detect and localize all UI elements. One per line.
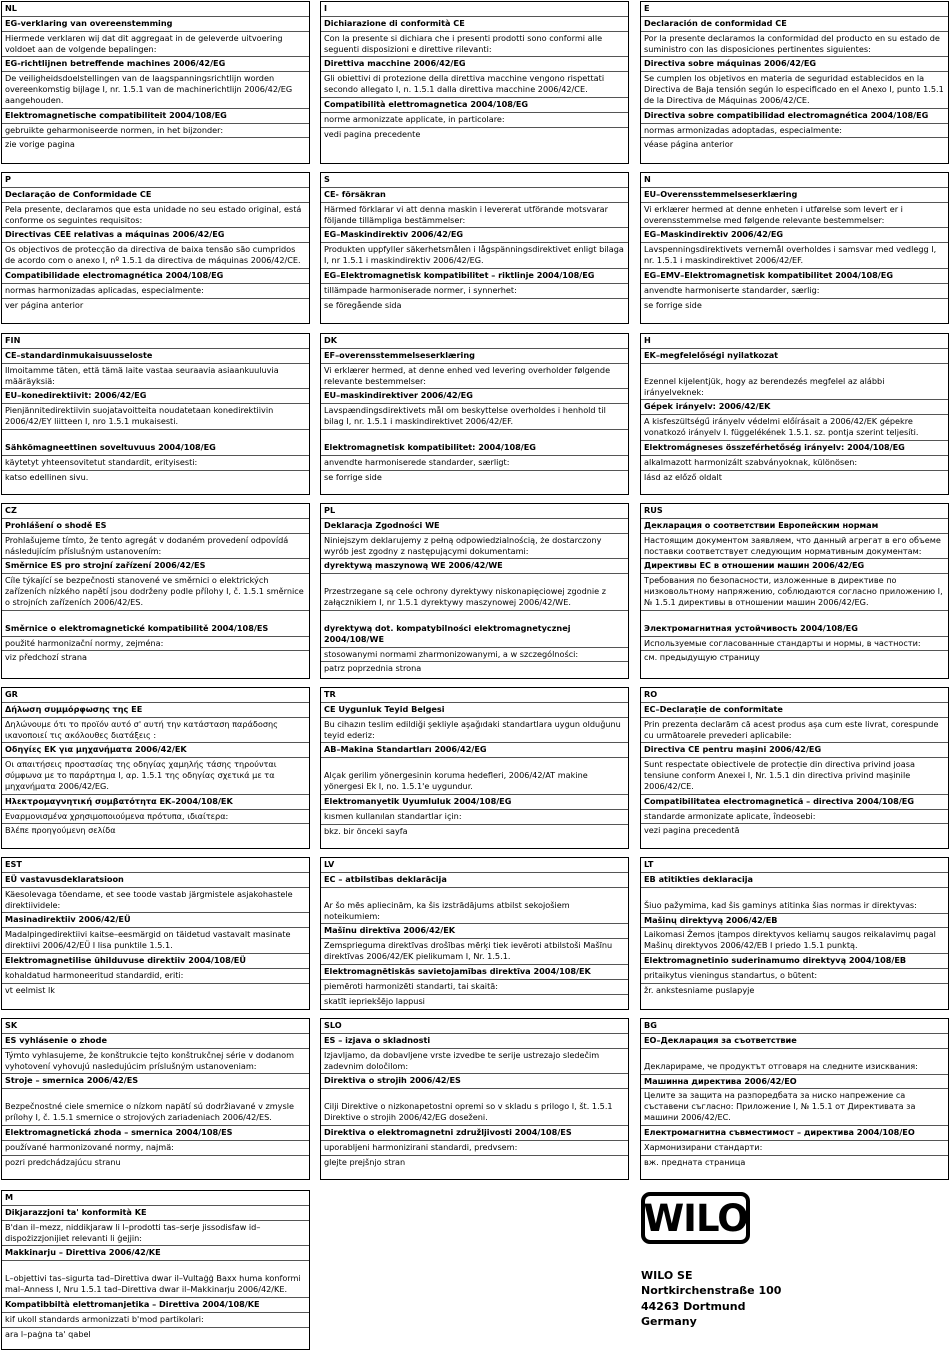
declaration-title: Declaración de conformidad CE [641,17,948,32]
declaration-line: Целите за защита на разпоредбата за ниско напрежение са съставени съгласно: Приложение I, № 1.5.1 от Директивата за машини 2006/42/ЕС. [641,1089,948,1126]
declaration-line: Laikomasi Žemos įtampos direktyvos keliamų saugos reikalavimų pagal Mašinų direktyvos 2006/42/EB I priedo 1.5.1 punktą. [641,928,948,954]
declaration-line: Direktiva o strojih 2006/42/ES [321,1074,628,1089]
declaration-line: Elektromagnetická zhoda – smernica 2004/108/ES [2,1126,309,1141]
declaration-line: Kompatibbiltà elettromanjetika – Direttiva 2004/108/KE [2,1298,309,1313]
declaration-line: se forrige side [324,471,382,482]
declaration-line: Gépek irányelv: 2006/42/EK [641,400,948,415]
declaration-line: pozri predchádzajúcu stranu [5,1156,121,1167]
declaration-title: Декларация о соответствии Европейским нормам [641,519,948,534]
declaration-line: Ηλεκτρομαγνητική συμβατότητα ΕΚ–2004/108/ΕΚ [2,795,309,810]
declaration-title: Deklaracja Zgodności WE [321,519,628,534]
declaration-line: Makkinarju – Direttiva 2006/42/KE [2,1246,309,1261]
declaration-line: Используемые согласованные стандарты и нормы, в частности: [641,637,948,652]
declaration-block-fin [1,333,310,495]
declaration-block-h [640,333,949,495]
declaration-line: Sähkömagneettinen soveltuvuus 2004/108/EG [2,430,309,456]
declaration-line: dyrektywą maszynową WE 2006/42/WE [321,559,628,574]
declaration-line: Mašinų direktyvą 2006/42/EB [641,914,948,929]
language-code: DK [321,334,628,349]
declaration-title: Δήλωση συμμόρφωσης της ΕΕ [2,703,309,718]
declaration-line: A kisfeszültségű irányelv védelmi előírásait a 2006/42/EK gépekre vonatkozó irányelv I. függelékének 1.5.1. sz. pontja szerint teljesíti. [641,415,948,441]
declaration-title: EC – atbilstības deklarācija [321,873,628,888]
declaration-line: Compatibilità elettromagnetica 2004/108/EG [321,98,628,113]
language-code: N [641,173,948,188]
declaration-line: Elektromágneses összeférhetőség irányelv: 2004/108/EG [641,441,948,456]
declaration-line: Βλέπε προηγούμενη σελίδα [5,825,116,836]
language-code: NL [2,2,309,17]
declaration-line: normas armonizadas adoptadas, especialmente: [641,124,948,139]
declaration-line: véase página anterior [644,139,734,150]
declaration-line: Декларираме, че продуктът отговаря на следните изисквания: [641,1049,948,1075]
declaration-block-nl [1,1,310,164]
declaration-line: Elektromanyetik Uyumluluk 2004/108/EG [321,795,628,810]
declaration-line: Ilmoitamme täten, että tämä laite vastaa seuraavia asiaankuuluvia määräyksiä: [2,364,309,390]
declaration-line: Prin prezenta declarăm că acest produs așa cum este livrat, corespunde cu următoarele prevederi aplicabile: [641,718,948,744]
declaration-title: Dichiarazione di conformità CE [321,17,628,32]
declaration-line: Ar šo mēs apliecinām, ka šis izstrādājums atbilst sekojošiem noteikumiem: [321,888,628,925]
declaration-line: käytetyt yhteensovitetut standardit, erityisesti: [2,456,309,471]
declaration-line: skatīt iepriekšējo lappusi [324,995,425,1006]
declaration-line: žr. ankstesniame puslapyje [644,984,755,995]
declaration-line: vezi pagina precedentă [644,825,740,836]
declaration-line: Требования по безопасности, изложенные в директиве по низковольтному напряжению, соблюдаются согласно приложению I, № 1.5.1 директивы в отношении машин 2006/42/EG. [641,574,948,611]
declaration-line: Directiva sobre compatibilidad electromagnética 2004/108/EG [641,109,948,124]
declaration-block-slo [320,1018,629,1180]
declaration-line: вж. предната страница [644,1156,746,1167]
declaration-line: Compatibilidade electromagnética 2004/108/EG [2,269,309,284]
declaration-title: CE- försäkran [321,188,628,203]
declaration-line: Zemsprieguma direktīvas drošības mērķi tiek ievēroti atbilstoši Mašīnu direktīvas 2006/42/EK pielikumam I, Nr. 1.5.1. [321,939,628,965]
logo-text: WILO [643,1196,748,1240]
declaration-block-lv [320,857,629,1010]
declaration-line: anvendte harmoniserede standarder, særligt: [321,456,628,471]
declaration-title: Prohlášení o shodě ES [2,519,309,534]
declaration-line: standarde armonizate aplicate, îndeosebi: [641,810,948,825]
declaration-line: см. предыдущую страницу [644,652,760,663]
declaration-line: Týmto vyhlasujeme, že konštrukcie tejto konštrukčnej série v dodanom vyhotovení vyhovujú nasledujúcim príslušným ustanoveniam: [2,1049,309,1075]
declaration-line: Gli obiettivi di protezione della direttiva macchine vengono rispettati secondo allegato I, n. 1.5.1 dalla direttiva macchine 2006/42/CE. [321,72,628,98]
declaration-line: Directiva sobre máquinas 2006/42/EG [641,57,948,72]
declaration-line: Käesolevaga tõendame, et see toode vastab järgmistele asjakohastele direktiividele: [2,888,309,914]
language-code: RUS [641,504,948,519]
declaration-line: De veiligheidsdoelstellingen van de laagspanningsrichtlijn worden overeenkomstig bijlage I, nr. 1.5.1 van de machinerichtlijn 2006/42/EG aangehouden. [2,72,309,109]
declaration-line: Εναρμονισμένα χρησιμοποιούμενα πρότυπα, ιδιαίτερα: [2,810,309,825]
declaration-line: kif ukoll standards armonizzati b'mod partikolari: [2,1313,309,1328]
declaration-line: EG–Maskindirektiv 2006/42/EG [641,228,948,243]
declaration-line: bkz. bir önceki sayfa [324,825,408,836]
declaration-line: Härmed förklarar vi att denna maskin i levererat utförande motsvarar följande tillämpliga bestämmelser: [321,203,628,229]
declaration-block-sk [1,1018,310,1180]
language-code: EST [2,858,309,873]
wilo-logo [641,1192,750,1244]
declaration-line: Οδηγίες ΕΚ για μηχανήματα 2006/42/ΕΚ [2,743,309,758]
declaration-line: Cilji Direktive o nizkonapetostni opremi so v skladu s prilogo I, št. 1.5.1 Direktive o strojih 2006/42/EG doseženi. [321,1089,628,1126]
declaration-line: Se cumplen los objetivos en materia de seguridad establecidos en la Directiva de Baja tensión según lo especificado en el Anexo I, punto 1.5.1 de la Directiva de Máquinas 2006/42/CE. [641,72,948,109]
declaration-line: Directiva CE pentru mașini 2006/42/EG [641,743,948,758]
declaration-line: AB–Makina Standartları 2006/42/EG [321,743,628,758]
declaration-block-m [1,1190,310,1350]
declaration-line: Elektromagnetisk kompatibilitet: 2004/108/EG [321,430,628,456]
declaration-line: Lavspændingsdirektivets mål om beskyttelse overholdes i henhold til bilag I, nr. 1.5.1 i maskindirektivet 2006/42/EF. [321,404,628,430]
declaration-line: Vi erklærer hermed at denne enheten i utførelse som levert er i overensstemmelse med følgende relevante bestemmelser: [641,203,948,229]
declaration-line: uporabljeni harmonizirani standardi, predvsem: [321,1141,628,1156]
declaration-title: Declaração de Conformidade CE [2,188,309,203]
declaration-block-bg [640,1018,949,1180]
declaration-line: se forrige side [644,299,702,310]
declaration-block-gr [1,687,310,849]
language-code: GR [2,688,309,703]
declaration-line: EU–maskindirektiver 2006/42/EG [321,389,628,404]
declaration-line: alkalmazott harmonizált szabványoknak, különösen: [641,456,948,471]
declaration-line: EU–konedirektiivit: 2006/42/EG [2,389,309,404]
language-code: S [321,173,628,188]
language-code: I [321,2,628,17]
declaration-line: vedi pagina precedente [324,128,421,139]
declaration-line: Ezennel kijelentjük, hogy az berendezés megfelel az alábbi irányelveknek: [641,364,948,401]
declaration-line: Bu cihazın teslim edildiği şekliyle aşağıdaki standartlara uygun olduğunu teyid ederiz: [321,718,628,744]
declaration-line: Alçak gerilim yönergesinin koruma hedefleri, 2006/42/AT makine yönergesi Ek I, no. 1.5.1'e uygundur. [321,758,628,795]
declaration-line: Машинна директива 2006/42/ЕО [641,1075,948,1090]
declaration-line: Mašīnu direktīva 2006/42/EK [321,924,628,939]
declaration-block-rus [640,503,949,679]
declaration-block-tr [320,687,629,849]
declaration-title: ЕО–Декларация за съответствие [641,1034,948,1049]
language-code: TR [321,688,628,703]
declaration-line: Sunt respectate obiectivele de protecție din directiva privind joasa tensiune conform Anexei I, Nr. 1.5.1 din directiva privind mașinile 2006/42/CE. [641,758,948,795]
declaration-line: glejte prejšnjo stran [324,1156,406,1167]
declaration-title: EK–megfelelőségi nyilatkozat [641,349,948,364]
declaration-line: Stroje – smernica 2006/42/ES [2,1074,309,1089]
declaration-line: zie vorige pagina [5,139,75,150]
declaration-line: Hiermede verklaren wij dat dit aggregaat in de geleverde uitvoering voldoet aan de volgende bepalingen: [2,32,309,58]
declaration-line: Elektromagnetinio suderinamumo direktyvą 2004/108/EB [641,954,948,969]
declaration-line: stosowanymi normami zharmonizowanymi, a w szczególności: [321,648,628,663]
declaration-line: Δηλώνουμε ότι το προϊόν αυτό σ' αυτή την κατάσταση παράδοσης ικανοποιεί τις ακόλουθες διατάξεις : [2,718,309,744]
declaration-line: EG–EMV–Elektromagnetisk kompatibilitet 2004/108/EG [641,269,948,284]
declaration-line: Електромагнитна съвместимост – директива 2004/108/ЕО [641,1126,948,1141]
declaration-block-cz [1,503,310,679]
language-code: FIN [2,334,309,349]
declaration-block-dk [320,333,629,495]
declaration-block-est [1,857,310,1010]
declaration-line: Masinadirektiiv 2006/42/EÜ [2,913,309,928]
language-code: M [2,1191,309,1206]
declaration-line: používané harmonizované normy, najmä: [2,1141,309,1156]
declaration-line: vt eelmist lk [5,984,55,995]
declaration-block-p [1,172,310,324]
declaration-block-i [320,1,629,164]
declaration-line: gebruikte geharmoniseerde normen, in het bijzonder: [2,124,309,139]
declaration-line: Elektromagnetische compatibiliteit 2004/108/EG [2,109,309,124]
declaration-line: normas harmonizadas aplicadas, especialmente: [2,284,309,299]
declaration-block-n [640,172,949,324]
language-code: PL [321,504,628,519]
declaration-line: Электромагнитная устойчивость 2004/108/EG [641,611,948,637]
declaration-line: Produkten uppfyller säkerhetsmålen i lågspänningsdirektivet enligt bilaga I, nr 1.5.1 i maskindirektiv 2006/42/EG. [321,243,628,269]
declaration-line: Directivas CEE relativas a máquinas 2006/42/EG [2,228,309,243]
address-country: Germany [641,1315,697,1329]
declaration-title: EU–Overensstemmelseserklæring [641,188,948,203]
declaration-line: Pela presente, declaramos que esta unidade no seu estado original, está conforme os seguintes requisitos: [2,203,309,229]
declaration-line: Настоящим документом заявляем, что данный агрегат в его объеме поставки соответствует следующим нормативным документам: [641,534,948,560]
declaration-line: Bezpečnostné ciele smernice o nízkom napätí sú dodržiavané v zmysle prílohy I, č. 1.5.1 smernice o strojových zariadeniach 2006/42/ES. [2,1089,309,1126]
declaration-line: Przestrzegane są cele ochrony dyrektywy niskonapięciowej zgodnie z załącznikiem I, nr 1.5.1 dyrektywy maszynowej 2006/42/WE. [321,574,628,611]
declaration-line: Compatibilitatea electromagnetică – directiva 2004/108/EG [641,795,948,810]
declaration-title: EG-verklaring van overeenstemming [2,17,309,32]
declaration-line: Madalpingedirektiivi kaitse–eesmärgid on täidetud vastavalt masinate direktiivi 2006/42/EÜ I lisa punktile 1.5.1. [2,928,309,954]
declaration-line: patrz poprzednia strona [324,663,422,674]
declaration-line: norme armonizzate applicate, in particolare: [321,113,628,128]
declaration-line: Direttiva macchine 2006/42/EG [321,57,628,72]
declaration-line: Хармонизирани стандарти: [641,1141,948,1156]
declaration-line: L–objettivi tas–sigurta tad–Direttiva dwar il–Vultaġġ Baxx huma konformi mal–Anness I, Nru 1.5.1 tad–Direttiva dwar il–Makkinarju 2006/42/KE. [2,1261,309,1298]
declaration-block-ro [640,687,949,849]
declaration-title: EF–overensstemmelseserklæring [321,349,628,364]
declaration-line: ver página anterior [5,299,84,310]
declaration-line: Šiuo pažymima, kad šis gaminys atitinka šias normas ir direktyvas: [641,888,948,914]
declaration-line: EG–Elektromagnetisk kompatibilitet – riktlinje 2004/108/EG [321,269,628,284]
language-code: CZ [2,504,309,519]
declaration-line: Elektromagnetilise ühilduvuse direktiiv 2004/108/EÜ [2,954,309,969]
declaration-line: anvendte harmoniserte standarder, særlig: [641,284,948,299]
declaration-line: tillämpade harmoniserade normer, i synnerhet: [321,284,628,299]
language-code: BG [641,1019,948,1034]
declaration-line: Директивы ЕС в отношении машин 2006/42/EG [641,559,948,574]
declaration-line: kısmen kullanılan standartlar için: [321,810,628,825]
declaration-title: ES vyhlásenie o zhode [2,1034,309,1049]
declaration-title: EB atitikties deklaracija [641,873,948,888]
declaration-title: EC–Declarație de conformitate [641,703,948,718]
declaration-line: Izjavljamo, da dobavljene vrste izvedbe te serije ustrezajo sledečim zadevnim določilom: [321,1049,628,1075]
declaration-line: katso edellinen sivu. [5,471,89,482]
declaration-line: Direktiva o elektromagnetni združljivosti 2004/108/ES [321,1126,628,1141]
declaration-line: Οι απαιτήσεις προστασίας της οδηγίας χαμηλής τάσης τηρούνται σύμφωνα με το παράρτημα I, αρ. 1.5.1 της οδηγίας σχετικά με τα μηχανήματα 2006/42/EG. [2,758,309,795]
declaration-line: EG-richtlijnen betreffende machines 2006/42/EG [2,57,309,72]
declaration-line: Pienjännitedirektiivin suojatavoitteita noudatetaan konedirektiivin 2006/42/EY liitteen I, nro 1.5.1 mukaisesti. [2,404,309,430]
declaration-line: ara l–paġna ta' qabel [5,1328,91,1339]
declaration-line: B'dan il–mezz, niddikjaraw li l–prodotti tas–serje jissodisfaw id–dispożizzjonijiet relevanti li ġejjin: [2,1221,309,1247]
address-company: WILO SE [641,1269,693,1282]
declaration-line: lásd az előző oldalt [644,471,722,482]
language-code: SLO [321,1019,628,1034]
declaration-line: Os objectivos de protecção da directiva de baixa tensão são cumpridos de acordo com o anexo I, nº 1.5.1 da directiva de máquinas 2006/42/CE. [2,243,309,269]
address-street: Nortkirchenstraße 100 [641,1284,782,1298]
declaration-line: Niniejszym deklarujemy z pełną odpowiedzialnością, że dostarczony wyrób jest zgodny z następującymi dokumentami: [321,534,628,560]
declaration-line: Cíle týkající se bezpečnosti stanovené ve směrnici o elektrických zařízeních nízkého napětí jsou dodrženy podle přílohy I, č. 1.5.1 směrnice o strojních zařízeních 2006/42/ES. [2,574,309,611]
declaration-line: Lavspenningsdirektivets vernemål overholdes i samsvar med vedlegg I, nr. 1.5.1 i maskindirektivet 2006/42/EF. [641,243,948,269]
declaration-line: Směrnice o elektromagnetické kompatibilitě 2004/108/ES [2,611,309,637]
declaration-block-e [640,1,949,164]
language-code: LT [641,858,948,873]
declaration-line: kohaldatud harmoneeritud standardid, eriti: [2,969,309,984]
declaration-line: Vi erklærer hermed, at denne enhed ved levering overholder følgende relevante bestemmelser: [321,364,628,390]
declaration-block-pl [320,503,629,679]
declaration-line: Con la presente si dichiara che i presenti prodotti sono conformi alle seguenti disposizioni e direttive rilevanti: [321,32,628,58]
declaration-line: se föregående sida [324,299,402,310]
declaration-line: pritaikytus vieningus standartus, o būtent: [641,969,948,984]
language-code: E [641,2,948,17]
declaration-title: CE Uygunluk Teyid Belgesi [321,703,628,718]
declaration-title: EÜ vastavusdeklaratsioon [2,873,309,888]
declaration-line: Směrnice ES pro strojní zařízení 2006/42/ES [2,559,309,574]
declaration-block-lt [640,857,949,1010]
declaration-title: CE–standardinmukaisuusseloste [2,349,309,364]
language-code: P [2,173,309,188]
declaration-block-s [320,172,629,324]
language-code: SK [2,1019,309,1034]
declaration-title: ES – izjava o skladnosti [321,1034,628,1049]
declaration-line: Elektromagnētiskās savietojamības direktīva 2004/108/EK [321,965,628,980]
language-code: RO [641,688,948,703]
declaration-line: viz předchozí strana [5,652,87,663]
declaration-line: Por la presente declaramos la conformidad del producto en su estado de suministro con las disposiciones pertinentes siguientes: [641,32,948,58]
declaration-title: Dikjarazzjoni ta' konformità KE [2,1206,309,1221]
declaration-line: použité harmonizační normy, zejména: [2,637,309,652]
declaration-line: Prohlašujeme tímto, že tento agregát v dodaném provedení odpovídá následujícím příslušným ustanovením: [2,534,309,560]
company-address [641,1268,781,1330]
declaration-line: EG–Maskindirektiv 2006/42/EG [321,228,628,243]
declaration-line: piemēroti harmonizēti standarti, tai skaitā: [321,980,628,995]
language-code: LV [321,858,628,873]
address-city: 44263 Dortmund [641,1299,746,1313]
declaration-line: dyrektywą dot. kompatybilności elektromagnetycznej 2004/108/WE [321,611,628,648]
language-code: H [641,334,948,349]
